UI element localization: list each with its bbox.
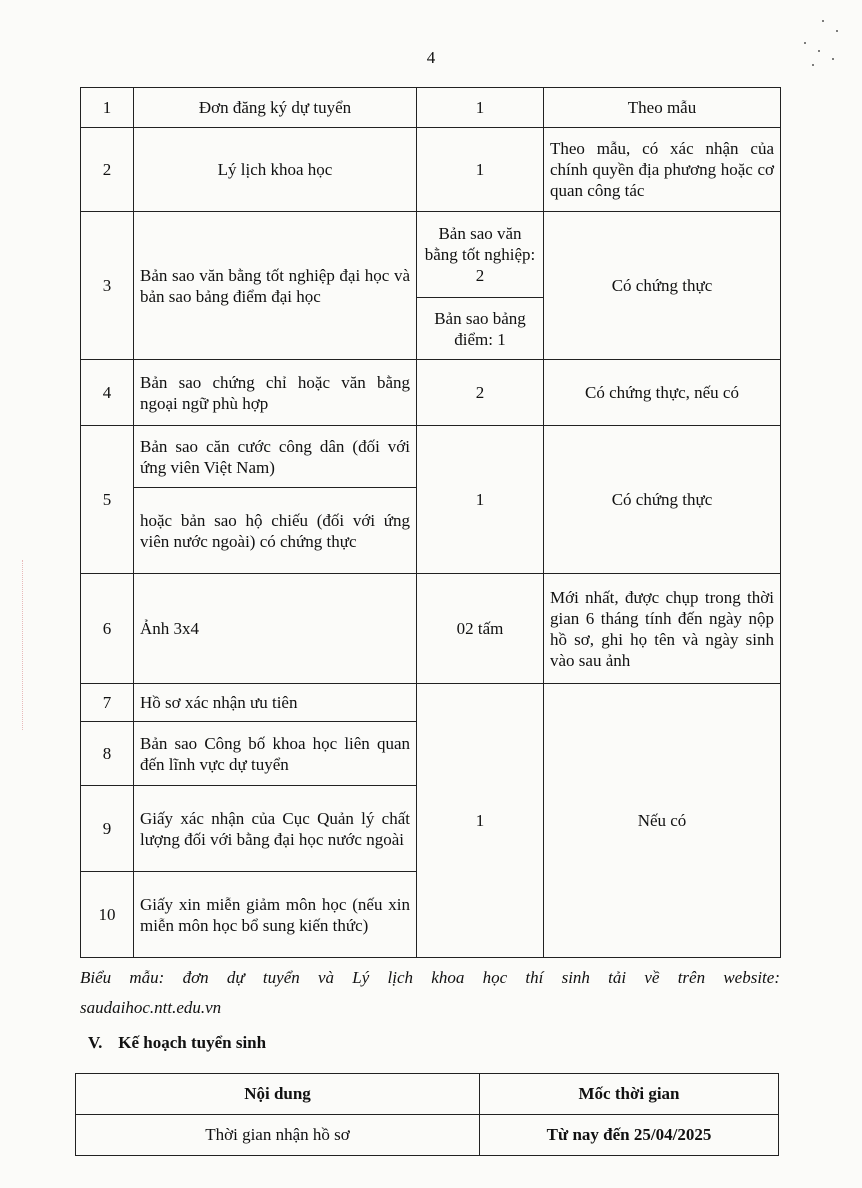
- table-row: [76, 1115, 779, 1156]
- section-heading: [88, 1033, 266, 1053]
- document-note: Có chứng thực: [544, 212, 781, 360]
- document-name: Giấy xác nhận của Cục Quản lý chất lượng đối với bằng đại học nước ngoài: [134, 786, 417, 872]
- document-note: Có chứng thực, nếu có: [544, 360, 781, 426]
- document-note: Theo mẫu: [544, 88, 781, 128]
- plan-time: Từ nay đến 25/04/2025: [480, 1115, 779, 1156]
- row-number: 5: [81, 426, 134, 574]
- document-quantity: 02 tấm: [417, 574, 544, 684]
- document-quantity-diploma: Bản sao văn bằng tốt nghiệp: 2: [417, 212, 544, 298]
- document-name: Bản sao Công bố khoa học liên quan đến lĩnh vực dự tuyển: [134, 722, 417, 786]
- table-row: [81, 426, 781, 488]
- document-quantity: 2: [417, 360, 544, 426]
- documents-table: [80, 87, 781, 958]
- document-name: Đơn đăng ký dự tuyển: [134, 88, 417, 128]
- table-row: [81, 212, 781, 298]
- table-row: [81, 684, 781, 722]
- document-name-passport: hoặc bản sao hộ chiếu (đối với ứng viên nước ngoài) có chứng thực: [134, 488, 417, 574]
- website-link: saudaihoc.ntt.edu.vn: [80, 998, 222, 1017]
- admission-plan-table: [75, 1073, 779, 1156]
- document-name: Hồ sơ xác nhận ưu tiên: [134, 684, 417, 722]
- table-row: [81, 360, 781, 426]
- row-number: 2: [81, 128, 134, 212]
- header-content: Nội dung: [76, 1074, 480, 1115]
- document-note: Theo mẫu, có xác nhận của chính quyền địa phương hoặc cơ quan công tác: [544, 128, 781, 212]
- row-number: 6: [81, 574, 134, 684]
- section-title: Kế hoạch tuyển sinh: [118, 1033, 267, 1052]
- table-row: [81, 88, 781, 128]
- document-quantity-transcript: Bản sao bảng điểm: 1: [417, 298, 544, 360]
- document-name: Lý lịch khoa học: [134, 128, 417, 212]
- row-number: 4: [81, 360, 134, 426]
- table-row: [81, 574, 781, 684]
- document-note: Mới nhất, được chụp trong thời gian 6 tháng tính đến ngày nộp hồ sơ, ghi họ tên và ngày sinh vào sau ảnh: [544, 574, 781, 684]
- document-name: Bản sao chứng chỉ hoặc văn bằng ngoại ngữ phù hợp: [134, 360, 417, 426]
- forms-note: Biểu mẫu: đơn dự tuyển và Lý lịch khoa học thí sinh tải về trên website:: [80, 968, 780, 987]
- table-header-row: [76, 1074, 779, 1115]
- document-quantity: 1: [417, 88, 544, 128]
- document-name: Ảnh 3x4: [134, 574, 417, 684]
- document-quantity: 1: [417, 426, 544, 574]
- row-number: 10: [81, 872, 134, 958]
- document-name-citizen-id: Bản sao căn cước công dân (đối với ứng viên Việt Nam): [134, 426, 417, 488]
- row-number: 7: [81, 684, 134, 722]
- document-quantity: 1: [417, 684, 544, 958]
- document-quantity: 1: [417, 128, 544, 212]
- scan-specks: [792, 20, 842, 70]
- header-time: Mốc thời gian: [480, 1074, 779, 1115]
- document-note: Nếu có: [544, 684, 781, 958]
- row-number: 3: [81, 212, 134, 360]
- row-number: 9: [81, 786, 134, 872]
- document-name: Bản sao văn bằng tốt nghiệp đại học và bản sao bảng điểm đại học: [134, 212, 417, 360]
- document-name: Giấy xin miễn giảm môn học (nếu xin miễn môn học bổ sung kiến thức): [134, 872, 417, 958]
- page-number: 4: [426, 48, 436, 67]
- section-number: V.: [88, 1033, 103, 1052]
- plan-content: Thời gian nhận hồ sơ: [76, 1115, 480, 1156]
- document-note: Có chứng thực: [544, 426, 781, 574]
- stamp-edge-mark: [0, 560, 23, 730]
- table-row: [81, 128, 781, 212]
- row-number: 1: [81, 88, 134, 128]
- row-number: 8: [81, 722, 134, 786]
